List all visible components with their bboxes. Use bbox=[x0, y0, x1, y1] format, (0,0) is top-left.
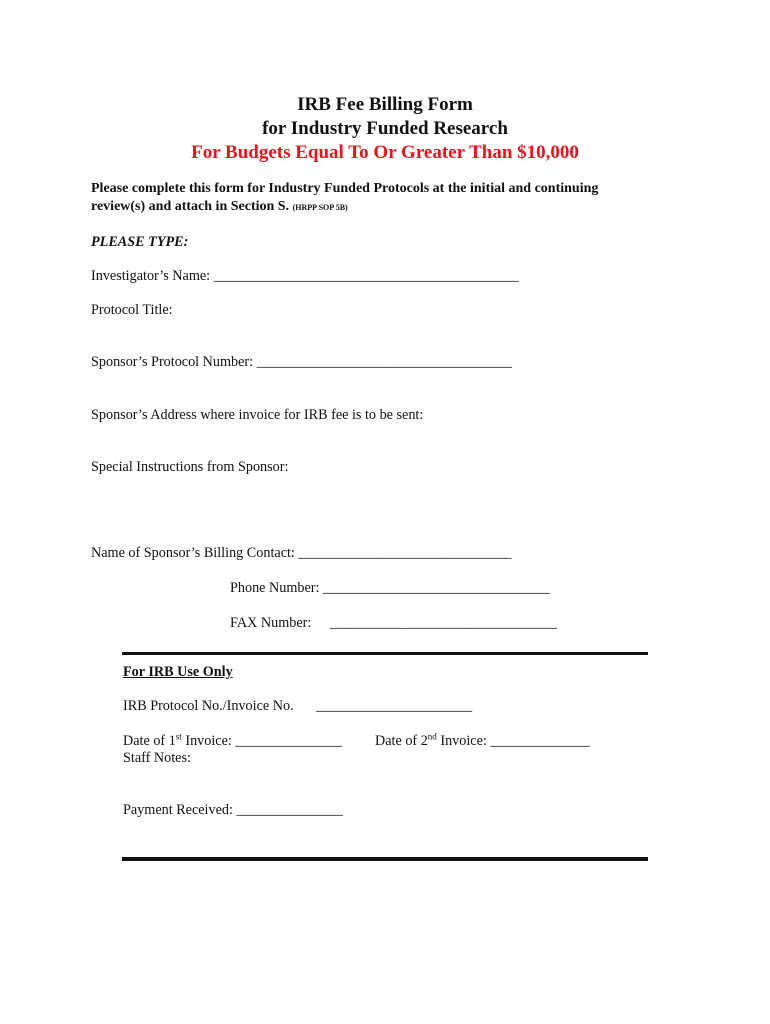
billing-contact-field[interactable]: Name of Sponsor’s Billing Contact: ______________________________ bbox=[91, 545, 512, 561]
phone-number-field[interactable]: Phone Number: ________________________________ bbox=[230, 580, 550, 596]
second-invoice-date-field[interactable] bbox=[375, 733, 590, 750]
special-instructions-field[interactable]: Special Instructions from Sponsor: bbox=[91, 459, 289, 475]
section-divider-top bbox=[122, 652, 648, 655]
ordinal-suffix: nd bbox=[427, 731, 437, 742]
irb-protocol-invoice-field[interactable]: ______________________ bbox=[316, 698, 473, 714]
hrpp-reference: (HRPP SOP 5B) bbox=[292, 203, 348, 212]
budget-threshold-heading: For Budgets Equal To Or Greater Than $10,000 bbox=[191, 142, 579, 163]
section-divider-bottom bbox=[122, 857, 648, 861]
fax-number-field[interactable]: ________________________________ bbox=[330, 615, 557, 631]
please-type-label: PLEASE TYPE: bbox=[91, 234, 189, 250]
irb-use-only-heading: For IRB Use Only bbox=[123, 664, 233, 680]
second-invoice-line: Invoice: ______________ bbox=[436, 733, 590, 749]
instructions-text: review(s) and attach in Section S. bbox=[91, 199, 290, 214]
irb-protocol-invoice-label: IRB Protocol No./Invoice No. bbox=[123, 698, 294, 714]
first-invoice-date-field[interactable] bbox=[123, 733, 342, 750]
sponsor-address-field[interactable]: Sponsor’s Address where invoice for IRB fee is to be sent: bbox=[91, 407, 424, 423]
ordinal-suffix: st bbox=[175, 731, 182, 742]
first-invoice-label: Date of 1 bbox=[123, 733, 176, 749]
sponsor-protocol-number-field[interactable]: Sponsor’s Protocol Number: ____________________________________ bbox=[91, 354, 513, 370]
protocol-title-field[interactable]: Protocol Title: bbox=[91, 302, 173, 318]
instructions-line-1: Please complete this form for Industry Funded Protocols at the initial and continuing bbox=[91, 181, 599, 196]
form-subtitle: for Industry Funded Research bbox=[262, 118, 508, 139]
second-invoice-label: Date of 2 bbox=[375, 733, 428, 749]
payment-received-field[interactable]: Payment Received: _______________ bbox=[123, 802, 343, 818]
investigator-name-field[interactable]: Investigator’s Name: ___________________________________________ bbox=[91, 268, 519, 284]
staff-notes-field[interactable]: Staff Notes: bbox=[123, 750, 191, 766]
instructions-line-2 bbox=[91, 199, 348, 215]
first-invoice-line: Invoice: _______________ bbox=[181, 733, 342, 749]
fax-number-label: FAX Number: bbox=[230, 615, 312, 631]
form-title: IRB Fee Billing Form bbox=[297, 94, 473, 115]
